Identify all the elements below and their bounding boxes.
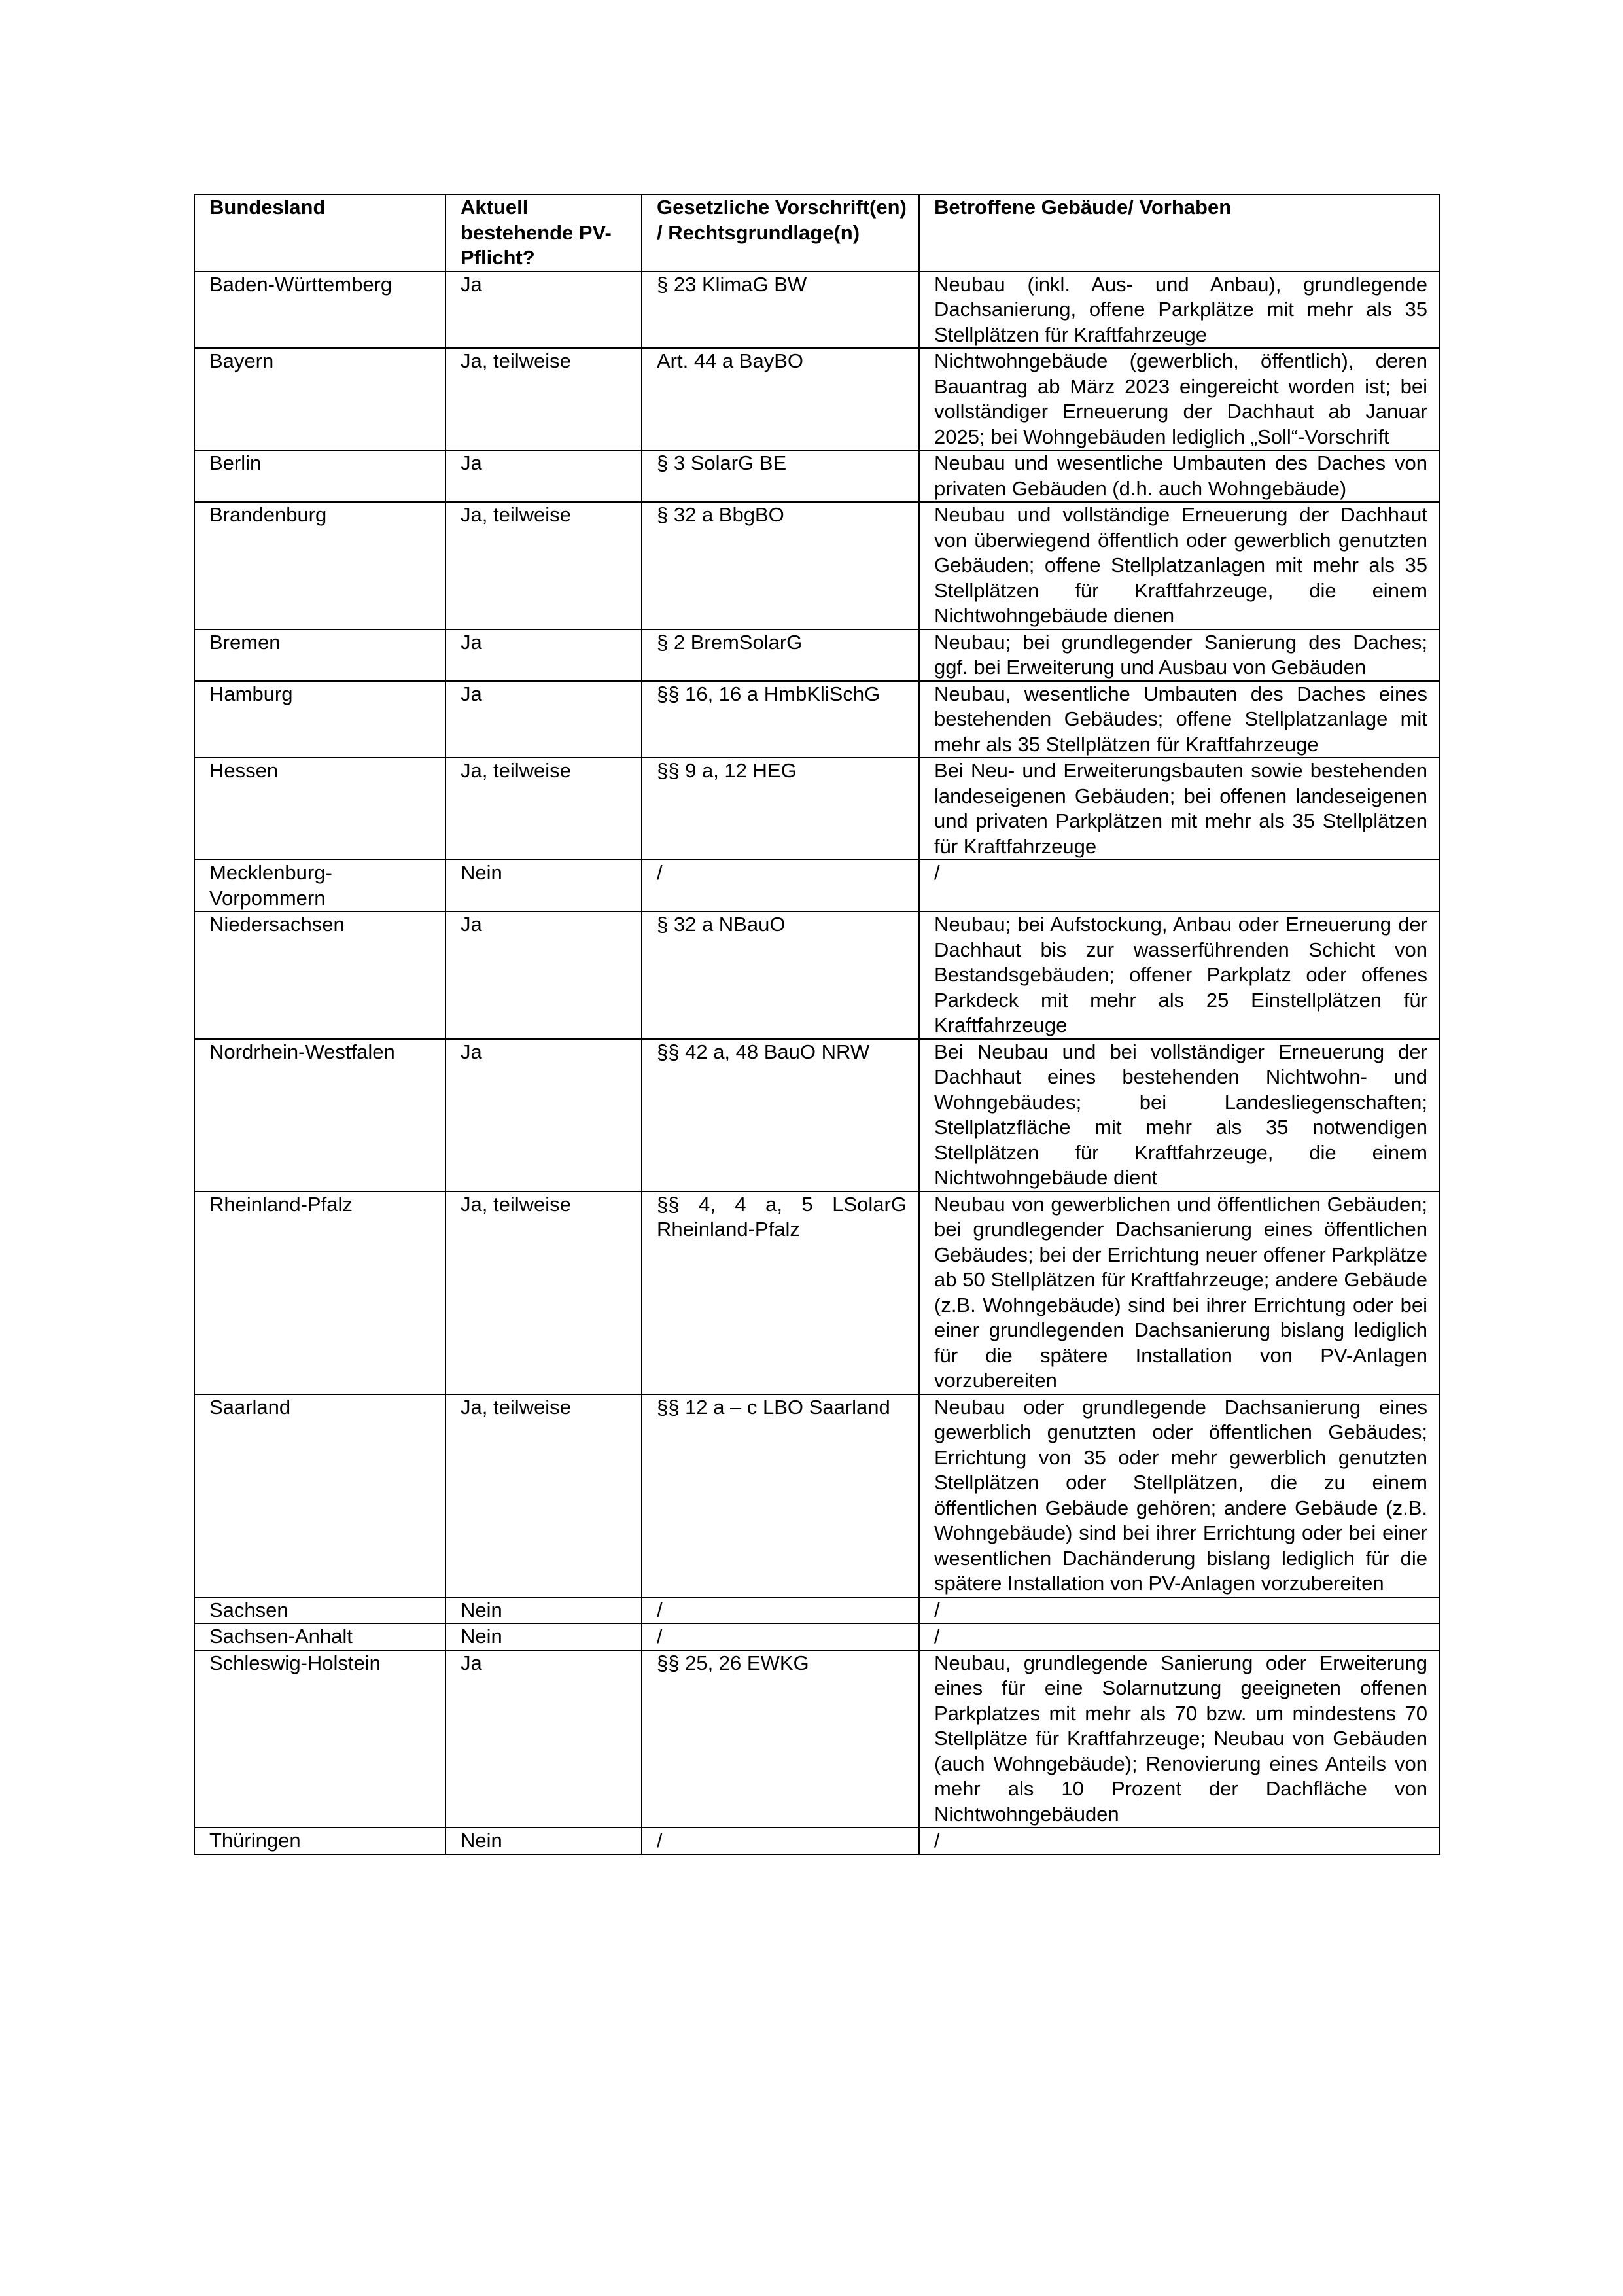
cell-pv-pflicht: Ja bbox=[445, 450, 642, 502]
cell-gebaeude: Neubau oder grundlegende Dachsanierung eines gewerblich genutzten oder öffentlichen Gebäudes; Errichtung von 35 oder mehr gewerblich genutzten Stellplätzen oder Stellplätzen, die zu einem öffentlichen Gebäude gehören; andere Gebäude (z.B. Wohngebäude) sind bei ihrer Errichtung oder bei einer wesentlichen Dachänderung bislang lediglich für die spätere Installation von PV-Anlagen vorzubereiten bbox=[919, 1394, 1440, 1597]
cell-vorschrift: / bbox=[642, 1623, 919, 1650]
cell-vorschrift: §§ 42 a, 48 BauO NRW bbox=[642, 1039, 919, 1192]
table-row bbox=[194, 1650, 1440, 1828]
cell-vorschrift: §§ 12 a – c LBO Saarland bbox=[642, 1394, 919, 1597]
table-row bbox=[194, 758, 1440, 860]
cell-pv-pflicht: Ja, teilweise bbox=[445, 758, 642, 860]
cell-vorschrift: § 32 a NBauO bbox=[642, 911, 919, 1039]
cell-gebaeude: Neubau von gewerblichen und öffentlichen Gebäuden; bei grundlegender Dachsanierung eines öffentlichen Gebäudes; bei der Errichtung neuer offener Parkplätze ab 50 Stellplätzen für Kraftfahrzeuge; andere Gebäude (z.B. Wohngebäude) sind bei ihrer Errichtung oder bei einer grundlegenden Dachsanierung bislang lediglich für die spätere Installation von PV-Anlagen vorzubereiten bbox=[919, 1192, 1440, 1394]
table-row bbox=[194, 272, 1440, 349]
cell-pv-pflicht: Ja bbox=[445, 272, 642, 349]
table-row bbox=[194, 1394, 1440, 1597]
table-row bbox=[194, 681, 1440, 758]
cell-gebaeude: Bei Neubau und bei vollständiger Erneuerung der Dachhaut eines bestehenden Nichtwohn- und Wohngebäudes; bei Landesliegenschaften; Stellplatzfläche mit mehr als 35 notwendigen Stellplätzen für Kraftfahrzeuge, die einem Nichtwohngebäude dient bbox=[919, 1039, 1440, 1192]
table-row bbox=[194, 502, 1440, 629]
cell-bundesland: Nordrhein-Westfalen bbox=[194, 1039, 445, 1192]
cell-gebaeude: Neubau, wesentliche Umbauten des Daches eines bestehenden Gebäudes; offene Stellplatzanlage mit mehr als 35 Stellplätzen für Kraftfahrzeuge bbox=[919, 681, 1440, 758]
table-header-row bbox=[194, 194, 1440, 272]
table-row bbox=[194, 1623, 1440, 1650]
cell-vorschrift: §§ 25, 26 EWKG bbox=[642, 1650, 919, 1828]
cell-bundesland: Berlin bbox=[194, 450, 445, 502]
table-row bbox=[194, 1039, 1440, 1192]
cell-gebaeude: Nichtwohngebäude (gewerblich, öffentlich), deren Bauantrag ab März 2023 eingereicht worden ist; bei vollständiger Erneuerung der Dachhaut ab Januar 2025; bei Wohngebäuden lediglich „Soll“-Vorschrift bbox=[919, 348, 1440, 450]
cell-bundesland: Thüringen bbox=[194, 1828, 445, 1854]
cell-gebaeude: Neubau; bei Aufstockung, Anbau oder Erneuerung der Dachhaut bis zur wasserführenden Schicht von Bestandsgebäuden; offener Parkplatz oder offenes Parkdeck mit mehr als 25 Einstellplätzen für Kraftfahrzeuge bbox=[919, 911, 1440, 1039]
cell-bundesland: Schleswig-Holstein bbox=[194, 1650, 445, 1828]
cell-vorschrift: § 3 SolarG BE bbox=[642, 450, 919, 502]
cell-vorschrift: § 23 KlimaG BW bbox=[642, 272, 919, 349]
cell-pv-pflicht: Ja bbox=[445, 1650, 642, 1828]
cell-pv-pflicht: Ja bbox=[445, 629, 642, 681]
cell-vorschrift: Art. 44 a BayBO bbox=[642, 348, 919, 450]
cell-gebaeude: / bbox=[919, 860, 1440, 911]
table-row bbox=[194, 1597, 1440, 1624]
cell-vorschrift: § 32 a BbgBO bbox=[642, 502, 919, 629]
cell-gebaeude: / bbox=[919, 1597, 1440, 1624]
cell-bundesland: Niedersachsen bbox=[194, 911, 445, 1039]
header-bundesland: Bundesland bbox=[194, 194, 445, 272]
cell-gebaeude: Neubau (inkl. Aus- und Anbau), grundlegende Dachsanierung, offene Parkplätze mit mehr als 35 Stellplätzen für Kraftfahrzeuge bbox=[919, 272, 1440, 349]
table-row bbox=[194, 450, 1440, 502]
table-row bbox=[194, 1192, 1440, 1394]
cell-pv-pflicht: Nein bbox=[445, 1623, 642, 1650]
cell-bundesland: Sachsen bbox=[194, 1597, 445, 1624]
header-pv-pflicht: Aktuell bestehende PV-Pflicht? bbox=[445, 194, 642, 272]
cell-bundesland: Brandenburg bbox=[194, 502, 445, 629]
cell-pv-pflicht: Ja bbox=[445, 681, 642, 758]
cell-pv-pflicht: Ja bbox=[445, 1039, 642, 1192]
table-row bbox=[194, 860, 1440, 911]
cell-gebaeude: Neubau und wesentliche Umbauten des Daches von privaten Gebäuden (d.h. auch Wohngebäude) bbox=[919, 450, 1440, 502]
cell-pv-pflicht: Ja, teilweise bbox=[445, 502, 642, 629]
cell-bundesland: Rheinland-Pfalz bbox=[194, 1192, 445, 1394]
cell-bundesland: Hamburg bbox=[194, 681, 445, 758]
cell-bundesland: Bremen bbox=[194, 629, 445, 681]
cell-gebaeude: Neubau; bei grundlegender Sanierung des Daches; ggf. bei Erweiterung und Ausbau von Gebäuden bbox=[919, 629, 1440, 681]
cell-gebaeude: / bbox=[919, 1828, 1440, 1854]
cell-gebaeude: Bei Neu- und Erweiterungsbauten sowie bestehenden landeseigenen Gebäuden; bei offenen landeseigenen und privaten Parkplätzen mit mehr als 35 Stellplätzen für Kraftfahrzeuge bbox=[919, 758, 1440, 860]
cell-pv-pflicht: Ja, teilweise bbox=[445, 348, 642, 450]
table-row bbox=[194, 1828, 1440, 1854]
cell-vorschrift: §§ 16, 16 a HmbKliSchG bbox=[642, 681, 919, 758]
cell-gebaeude: / bbox=[919, 1623, 1440, 1650]
header-gebaeude: Betroffene Gebäude/ Vorhaben bbox=[919, 194, 1440, 272]
cell-bundesland: Saarland bbox=[194, 1394, 445, 1597]
table-row bbox=[194, 911, 1440, 1039]
cell-bundesland: Baden-Württemberg bbox=[194, 272, 445, 349]
cell-bundesland: Hessen bbox=[194, 758, 445, 860]
cell-vorschrift: / bbox=[642, 1828, 919, 1854]
cell-bundesland: Sachsen-Anhalt bbox=[194, 1623, 445, 1650]
cell-pv-pflicht: Nein bbox=[445, 860, 642, 911]
header-vorschrift: Gesetzliche Vorschrift(en) / Rechtsgrundlage(n) bbox=[642, 194, 919, 272]
cell-vorschrift: / bbox=[642, 1597, 919, 1624]
cell-vorschrift: §§ 9 a, 12 HEG bbox=[642, 758, 919, 860]
cell-pv-pflicht: Ja, teilweise bbox=[445, 1394, 642, 1597]
cell-gebaeude: Neubau, grundlegende Sanierung oder Erweiterung eines für eine Solarnutzung geeigneten offenen Parkplatzes mit mehr als 70 bzw. um mindestens 70 Stellplätze für Kraftfahrzeuge; Neubau von Gebäuden (auch Wohngebäude); Renovierung eines Anteils von mehr als 10 Prozent der Dachfläche von Nichtwohngebäuden bbox=[919, 1650, 1440, 1828]
table-row bbox=[194, 629, 1440, 681]
cell-pv-pflicht: Nein bbox=[445, 1597, 642, 1624]
cell-pv-pflicht: Ja, teilweise bbox=[445, 1192, 642, 1394]
table-row bbox=[194, 348, 1440, 450]
cell-bundesland: Bayern bbox=[194, 348, 445, 450]
cell-vorschrift: §§ 4, 4 a, 5 LSolarG Rheinland-Pfalz bbox=[642, 1192, 919, 1394]
cell-gebaeude: Neubau und vollständige Erneuerung der Dachhaut von überwiegend öffentlich oder gewerblich genutzten Gebäuden; offene Stellplatzanlagen mit mehr als 35 Stellplätzen für Kraftfahrzeuge, die einem Nichtwohngebäude dienen bbox=[919, 502, 1440, 629]
pv-obligation-table bbox=[194, 194, 1440, 1855]
cell-pv-pflicht: Ja bbox=[445, 911, 642, 1039]
cell-vorschrift: § 2 BremSolarG bbox=[642, 629, 919, 681]
cell-bundesland: Mecklenburg-Vorpommern bbox=[194, 860, 445, 911]
cell-pv-pflicht: Nein bbox=[445, 1828, 642, 1854]
table-body bbox=[194, 272, 1440, 1854]
cell-vorschrift: / bbox=[642, 860, 919, 911]
